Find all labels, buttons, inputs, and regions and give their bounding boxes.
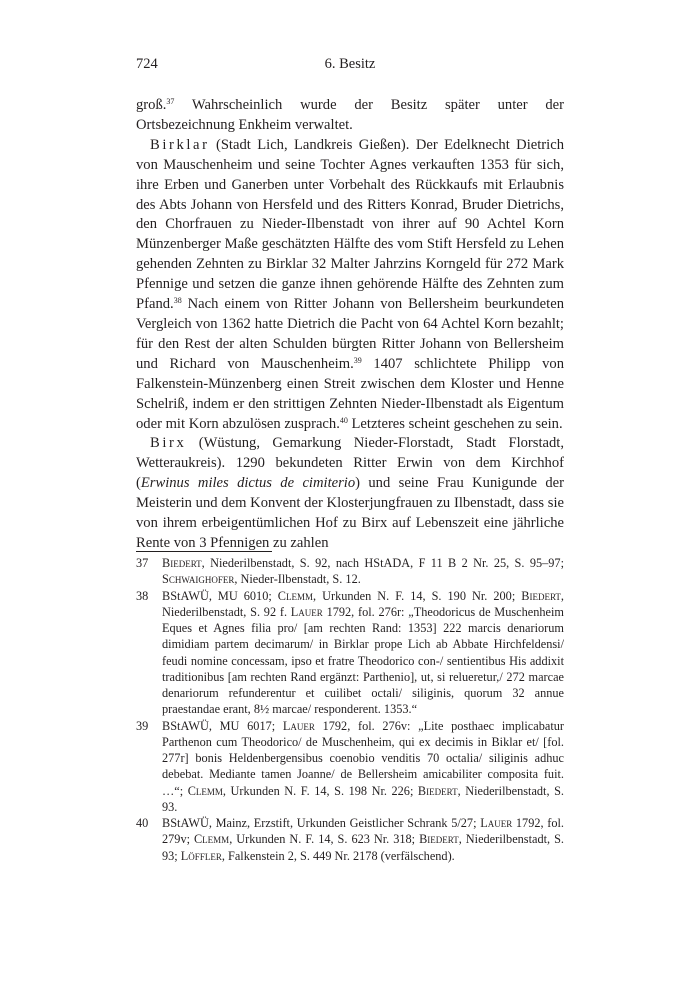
footnote-ref-38[interactable]: 38 [173,296,182,306]
page-header [136,56,564,76]
page-number: 724 [136,56,158,72]
place-name-birklar: Birklar [150,136,210,153]
footnote-number: 40 [136,816,149,830]
footnote-divider [136,551,272,552]
paragraph-birx: Birx (Wüstung, Gemarkung Nieder-Florstadt, Stadt Florstadt, Wetteraukreis). 1290 bekundeten Ritter Erwin von dem Kirchhof (Erwinus miles dictus de cimiterio) und seine Frau Kunigunde der Meisterin und dem Konvent der Klosterjungfrauen zu Ilbenstadt, dass sie von ihrem erbeigentümlichen Hof zu Birx auf Lebenszeit eine jährliche Rente von 3 Pfennigen zu zahlen [136,435,564,551]
paragraph-birklar: Birklar (Stadt Lich, Landkreis Gießen). Der Edelknecht Dietrich von Mauschenheim und seine Tochter Agnes verkauften 1353 für sich, ihre Erben und Ganerben unter Vorbehalt des Rückkaufs mit Erlaubnis des Abts Johann von Hersfeld und des Ritters Konrad, Bruder Dietrichs, den Chorfrauen zu Nieder-Ilbenstadt von ihrer auf 90 Achtel Korn Münzenberger Maße geschätzten Hälfte des vom Stift Hersfeld zu Lehen gehenden Zehnten zu Birklar 32 Malter Jahrzins Korngeld für 272 Mark Pfennige und setzen die ganze ihnen gehörende Hälfte des Zehnten zum Pfand.$^{38}$ Nach einem von Ritter Johann von Bellersheim beurkundeten Vergleich von 1362 hatte Dietrich die Pacht von 64 Achtel Korn bezahlt; für den Rest der alten Schulden bürgten Ritter Johann von Bellersheim und Richard von Mauschenheim.$^{39}$ 1407 schlichtete Philipp von Falkenstein-Münzenberg einen Streit zwischen dem Kloster und Henne Schelriß, indem er den strittigen Zehnten Nieder-Ilbenstadt als Eigentum oder mit Korn abzulösen zusprach.$^{40}$ Letzteres scheint geschehen zu sein. [136,136,565,432]
running-head: 6. Besitz [324,56,376,72]
paragraph-enkheim: groß.$^{37}$ Wahrscheinlich wurde der Besitz später unter der Ortsbezeichnung Enkheim verwaltet. [136,97,564,133]
footnote-ref-37[interactable]: 37 [166,97,175,106]
footnote-number: 38 [136,588,149,603]
footnote-ref-40[interactable]: 40 [339,415,348,425]
footnote-40: 40 BStAWÜ, Mainz, Erzstift, Urkunden Geistlicher Schrank 5/27; Lauer 1792, fol. 279v; Clemm, Urkunden N. F. 14, S. 623 Nr. 318; Biedert, Niederilbenstadt, S. 93; Löffler, Falkenstein 2, S. 449 Nr. 2178 (verfälschend). [136,816,564,863]
footnote-number: 37 [136,556,149,570]
footnote-number: 39 [136,718,149,733]
latin-quote: Erwinus miles dictus de cimiterio [140,475,356,492]
footnote-ref-39[interactable]: 39 [353,355,362,365]
footnote-39: 39 BStAWÜ, MU 6017; Lauer 1792, fol. 276v: „Lite posthaec implicabatur Parthenon cum Theodorico/ de Muschenheim, qui ex decimis in Biklar et/ [fol. 277r] bonis Heldenbergensibus coenobio venditis 70 octalia/ siliginis adhuc debebat. Mediante tamen Joanne/ de Bellersheim amicabiliter composita fuit. …“; Clemm, Urkunden N. F. 14, S. 198 Nr. 226; Biedert, Niederilbenstadt, S. 93. [136,718,564,814]
footnotes [136,555,564,864]
footnote-38: 38 BStAWÜ, MU 6010; Clemm, Urkunden N. F. 14, S. 190 Nr. 200; Biedert, Niederilbenstadt, S. 92 f. Lauer 1792, fol. 276r: „Theodoricus de Muschenheim Eques et Agnes filia pro/ [am rechten Rand: 1353] 222 marcis denariorum dimidiam partem decimarum/ in Birklar prope Lich ab Abbate Hirchfeldensi/ feudi nomine concessam, ipso et fratre Theodorico con-/ sentientibus His addixit traditionibus [am rechten Rand ergänzt: Parthenio], ut, si relueretur,/ 272 marcae denariorum refunderentur et cuilibet octali/ siliginis, quorum 32 annue praestandae erant, 8½ marcae/ responderent. 1353.“ [136,588,564,717]
main-text [136,96,564,554]
place-name-birx: Birx [150,435,187,452]
footnote-37: 37 Biedert, Niederilbenstadt, S. 92, nach HStADA, F 11 B 2 Nr. 25, S. 95–97; Schwaighofer, Nieder-Ilbenstadt, S. 12. [136,556,564,587]
